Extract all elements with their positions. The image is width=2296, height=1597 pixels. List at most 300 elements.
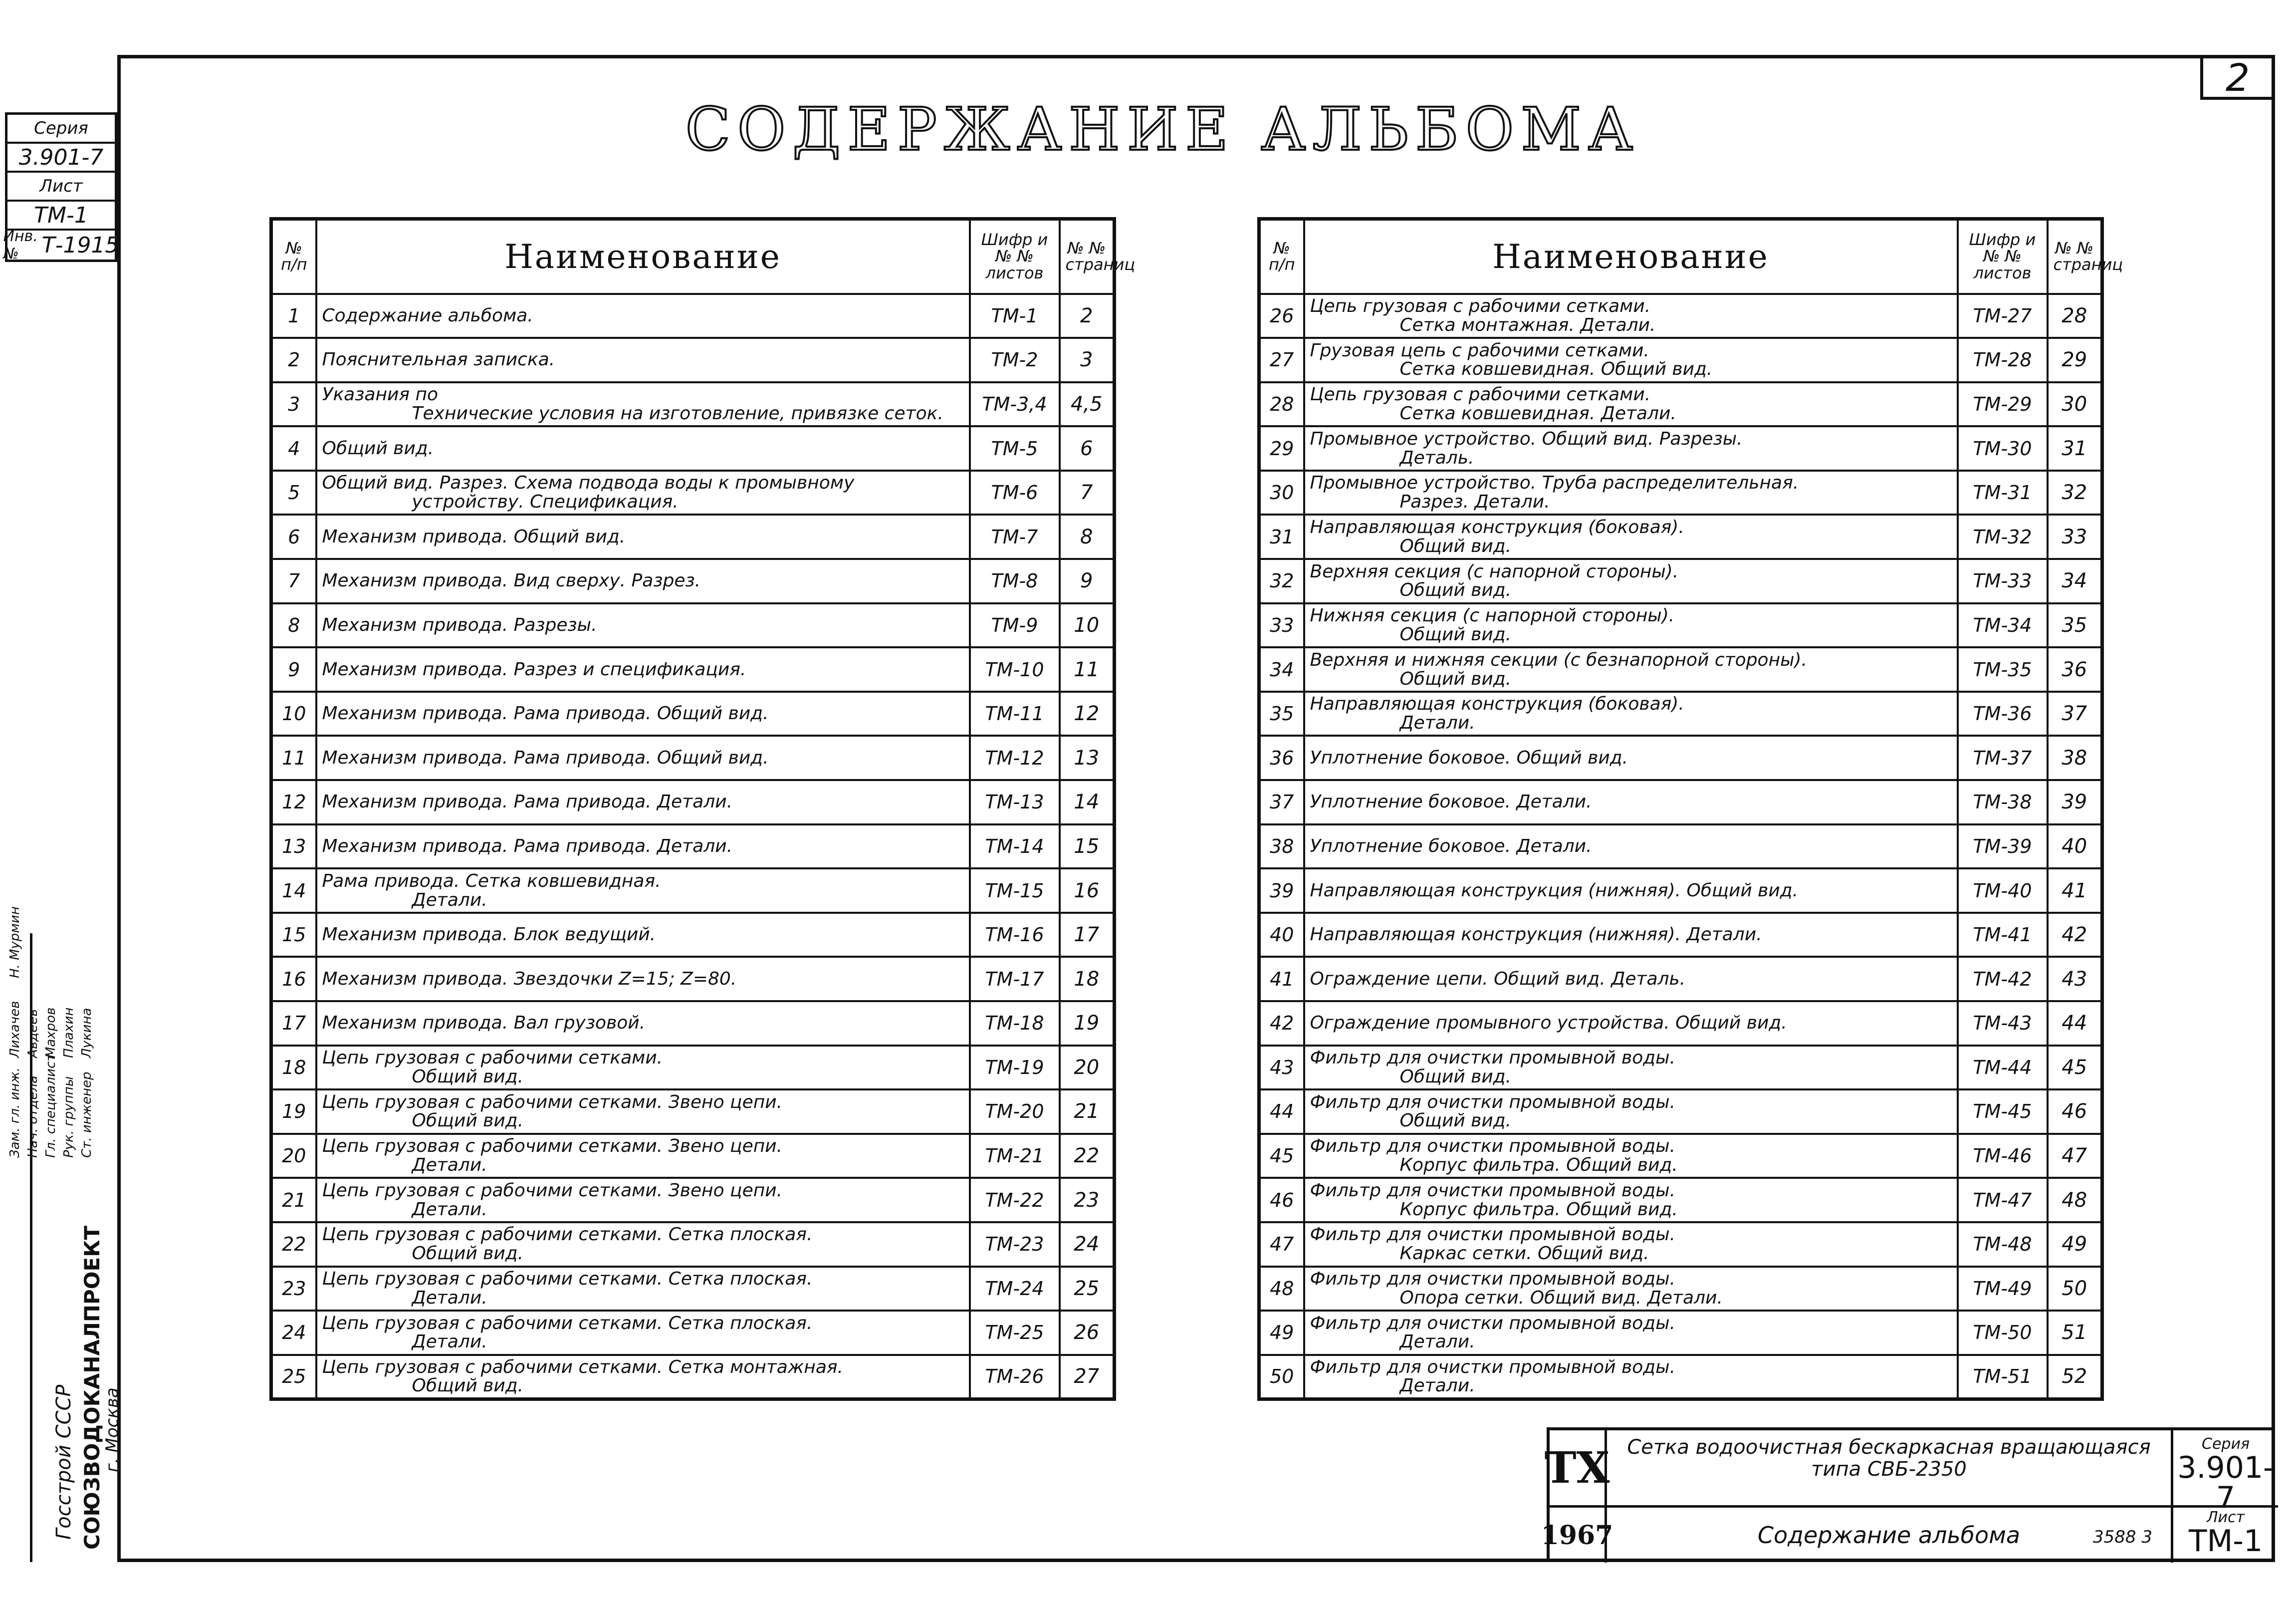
row-title: [316, 780, 970, 824]
row-page: 19: [1060, 1001, 1115, 1046]
description-line-2: типа СВБ-2350: [1811, 1458, 1967, 1481]
row-title-line-2: Общий вид.: [1399, 624, 1512, 645]
table-row: [271, 338, 1115, 382]
row-number: 3: [271, 382, 316, 427]
row-title-line-1: Механизм привода. Вид сверху. Разрез.: [322, 570, 701, 591]
table-row: [271, 780, 1115, 824]
row-title-line-1: Цепь грузовая с рабочими сетками.: [1310, 384, 1651, 405]
row-page: 22: [1060, 1134, 1115, 1178]
row-number: 47: [1259, 1222, 1304, 1267]
row-number: 35: [1259, 692, 1304, 736]
row-page: 10: [1060, 603, 1115, 648]
row-page: 32: [2048, 471, 2102, 515]
table-row: [271, 1267, 1115, 1311]
stamp-inv-label: Инв. №: [3, 228, 38, 263]
approval-role: Гл. специалист: [43, 1054, 58, 1158]
table-row: [1259, 647, 2102, 692]
table-row: [271, 1178, 1115, 1222]
table-row: [1259, 603, 2102, 648]
table-row: [1259, 1267, 2102, 1311]
title-block-series: [2171, 1430, 2278, 1515]
row-title: [1304, 1355, 1958, 1399]
row-title: [1304, 1267, 1958, 1311]
row-title-line-1: Цепь грузовая с рабочими сетками. Сетка плоская.: [322, 1224, 813, 1245]
row-title-line-2: Детали.: [412, 1287, 487, 1308]
row-title: [316, 1134, 970, 1178]
row-title-line-2: Детали.: [412, 889, 487, 910]
row-code: ТМ-19: [970, 1046, 1060, 1090]
row-page: 52: [2048, 1355, 2102, 1399]
row-code: ТМ-37: [1958, 736, 2048, 780]
table-row: [271, 868, 1115, 913]
row-page: 28: [2048, 294, 2102, 338]
row-page: 39: [2048, 780, 2102, 824]
row-title-line-2: Сетка монтажная. Детали.: [1399, 314, 1656, 335]
row-page: 8: [1060, 515, 1115, 559]
row-page: 47: [2048, 1134, 2102, 1178]
row-title-line-1: Промывное устройство. Труба распределительная.: [1310, 473, 1799, 494]
row-code: ТМ-45: [1958, 1089, 2048, 1134]
row-title-line-2: Общий вид.: [412, 1066, 524, 1087]
row-title-line-2: Детали.: [412, 1199, 487, 1220]
row-title: [316, 1089, 970, 1134]
row-title: [1304, 1134, 1958, 1178]
row-number: 25: [271, 1355, 316, 1399]
row-page: 2: [1060, 294, 1115, 338]
table-row: [271, 471, 1115, 515]
table-row: [1259, 1222, 2102, 1267]
row-code: ТМ-43: [1958, 1001, 2048, 1046]
table-row: [271, 1311, 1115, 1355]
row-number: 20: [271, 1134, 316, 1178]
stamp-series: 3.901-7: [7, 144, 115, 173]
header-name: Наименование: [316, 219, 970, 294]
row-code: ТМ-25: [970, 1311, 1060, 1355]
row-title-line-1: Цепь грузовая с рабочими сетками. Звено цепи.: [322, 1136, 783, 1157]
row-page: 18: [1060, 957, 1115, 1001]
row-title-line-2: Общий вид.: [1399, 668, 1512, 689]
approval-name: Лихачев: [7, 1001, 22, 1058]
row-page: 35: [2048, 603, 2102, 648]
stamp-sheet: ТМ-1: [7, 202, 115, 231]
row-number: 29: [1259, 426, 1304, 471]
row-title: [1304, 1001, 1958, 1046]
approval-name: Плахин: [61, 1007, 76, 1058]
title-block-year: 1967: [1550, 1508, 1607, 1563]
row-number: 43: [1259, 1046, 1304, 1090]
row-title-line-1: Ограждение цепи. Общий вид. Деталь.: [1310, 968, 1686, 989]
row-page: 11: [1060, 647, 1115, 692]
contents-rows-right: [1259, 294, 2102, 1399]
row-title-line-1: Нижняя секция (с напорной стороны).: [1310, 605, 1675, 626]
row-number: 30: [1259, 471, 1304, 515]
row-title-line-2: Детали.: [1399, 1331, 1475, 1352]
row-title-line-1: Общий вид. Разрез. Схема подвода воды к промывному: [322, 473, 855, 494]
row-code: ТМ-12: [970, 736, 1060, 780]
table-row: [271, 647, 1115, 692]
org-name-2: СОЮЗВОДОКАНАЛПРОЕКТ: [80, 1225, 104, 1550]
row-page: 48: [2048, 1178, 2102, 1222]
row-code: ТМ-50: [1958, 1311, 2048, 1355]
row-number: 28: [1259, 382, 1304, 427]
org-name-1: Госстрой СССР: [52, 1384, 75, 1540]
row-title: [1304, 913, 1958, 957]
row-code: ТМ-22: [970, 1178, 1060, 1222]
row-number: 50: [1259, 1355, 1304, 1399]
table-row: [1259, 780, 2102, 824]
row-title-line-2: устройству. Спецификация.: [412, 492, 679, 513]
row-page: 15: [1060, 824, 1115, 869]
row-number: 1: [271, 294, 316, 338]
row-page: 25: [1060, 1267, 1115, 1311]
row-page: 27: [1060, 1355, 1115, 1399]
row-number: 36: [1259, 736, 1304, 780]
row-title-line-2: Технические условия на изготовление, привязке сеток.: [412, 403, 943, 424]
row-code: ТМ-20: [970, 1089, 1060, 1134]
stamp-series-label: Серия: [7, 115, 115, 144]
row-number: 10: [271, 692, 316, 736]
approval-sidebar: [7, 906, 122, 1562]
row-title: [1304, 736, 1958, 780]
table-row: [271, 1355, 1115, 1399]
approval-name: Авдеев: [25, 1009, 40, 1058]
row-page: 13: [1060, 736, 1115, 780]
row-page: 26: [1060, 1311, 1115, 1355]
row-code: ТМ-15: [970, 868, 1060, 913]
row-title-line-1: Механизм привода. Рама привода. Детали.: [322, 792, 733, 812]
row-page: 20: [1060, 1046, 1115, 1090]
row-title: [316, 1355, 970, 1399]
header-pages: № № страниц: [2048, 219, 2102, 294]
row-title: [316, 382, 970, 427]
row-title-line-1: Направляющая конструкция (нижняя). Детали.: [1310, 924, 1762, 945]
row-title: [316, 692, 970, 736]
approval-role: Рук. группы: [61, 1076, 76, 1158]
row-number: 48: [1259, 1267, 1304, 1311]
row-code: ТМ-27: [1958, 294, 2048, 338]
row-code: ТМ-32: [1958, 515, 2048, 559]
contents-table-right: [1257, 217, 2123, 1401]
row-title-line-2: Разрез. Детали.: [1399, 492, 1550, 513]
row-code: ТМ-44: [1958, 1046, 2048, 1090]
row-number: 49: [1259, 1311, 1304, 1355]
approval-role: Зам. гл. инж.: [7, 1067, 22, 1158]
row-number: 13: [271, 824, 316, 869]
row-title: [316, 294, 970, 338]
row-title-line-1: Рама привода. Сетка ковшевидная.: [322, 870, 661, 891]
table-row: [1259, 1089, 2102, 1134]
row-title-line-1: Фильтр для очистки промывной воды.: [1310, 1091, 1676, 1112]
row-page: 29: [2048, 338, 2102, 382]
table-row: [1259, 1046, 2102, 1090]
header-num: № п/п: [271, 219, 316, 294]
row-page: 46: [2048, 1089, 2102, 1134]
row-title-line-1: Фильтр для очистки промывной воды.: [1310, 1356, 1676, 1377]
title-block: [1541, 1427, 2275, 1562]
title-block-description: [1607, 1430, 2171, 1508]
table-row: [271, 382, 1115, 427]
row-code: ТМ-42: [1958, 957, 2048, 1001]
row-title-line-1: Механизм привода. Рама привода. Общий вид.: [322, 747, 769, 768]
row-page: 30: [2048, 382, 2102, 427]
row-code: ТМ-17: [970, 957, 1060, 1001]
row-title-line-1: Фильтр для очистки промывной воды.: [1310, 1048, 1676, 1068]
row-code: ТМ-13: [970, 780, 1060, 824]
row-page: 49: [2048, 1222, 2102, 1267]
row-title-line-1: Механизм привода. Звездочки Z=15; Z=80.: [322, 968, 737, 989]
row-title-line-1: Цепь грузовая с рабочими сетками.: [322, 1048, 663, 1068]
row-page: 42: [2048, 913, 2102, 957]
row-page: 12: [1060, 692, 1115, 736]
row-code: ТМ-35: [1958, 647, 2048, 692]
row-number: 41: [1259, 957, 1304, 1001]
row-code: ТМ-2: [970, 338, 1060, 382]
row-title: [316, 1267, 970, 1311]
row-code: ТМ-7: [970, 515, 1060, 559]
row-code: ТМ-38: [1958, 780, 2048, 824]
table-row: [1259, 913, 2102, 957]
row-page: 45: [2048, 1046, 2102, 1090]
row-page: 6: [1060, 426, 1115, 471]
row-title: [1304, 426, 1958, 471]
table-row: [1259, 1355, 2102, 1399]
table-row: [271, 603, 1115, 648]
row-page: 43: [2048, 957, 2102, 1001]
row-title: [1304, 1311, 1958, 1355]
table-row: [1259, 1178, 2102, 1222]
row-title-line-2: Детали.: [412, 1155, 487, 1176]
row-title-line-1: Промывное устройство. Общий вид. Разрезы.: [1310, 428, 1743, 449]
row-page: 9: [1060, 559, 1115, 603]
row-number: 32: [1259, 559, 1304, 603]
row-number: 39: [1259, 868, 1304, 913]
row-title-line-1: Механизм привода. Разрез и спецификация.: [322, 659, 746, 680]
row-title-line-1: Механизм привода. Вал грузовой.: [322, 1013, 646, 1034]
stamp-inv: [3, 228, 119, 263]
table-row: [271, 824, 1115, 869]
row-code: ТМ-36: [1958, 692, 2048, 736]
approval-role: Нач. отдела: [25, 1075, 40, 1158]
table-row: [271, 957, 1115, 1001]
row-title: [316, 824, 970, 869]
row-title: [1304, 559, 1958, 603]
row-number: 19: [271, 1089, 316, 1134]
row-number: 18: [271, 1046, 316, 1090]
row-code: ТМ-5: [970, 426, 1060, 471]
row-code: ТМ-26: [970, 1355, 1060, 1399]
row-title-line-1: Механизм привода. Рама привода. Общий вид.: [322, 703, 769, 724]
row-title: [316, 515, 970, 559]
row-code: ТМ-1: [970, 294, 1060, 338]
row-title-line-1: Фильтр для очистки промывной воды.: [1310, 1269, 1676, 1290]
row-code: ТМ-39: [1958, 824, 2048, 869]
table-row: [271, 1046, 1115, 1090]
row-title: [1304, 1178, 1958, 1222]
stamp-inv-value: Т-1915: [41, 232, 119, 258]
row-title-line-2: Общий вид.: [412, 1243, 524, 1264]
row-code: ТМ-23: [970, 1222, 1060, 1267]
row-title-line-2: Общий вид.: [1399, 1110, 1512, 1131]
row-title: [316, 913, 970, 957]
row-title: [316, 559, 970, 603]
row-title: [316, 338, 970, 382]
archive-note: 3588 3: [2093, 1527, 2152, 1547]
row-code: ТМ-47: [1958, 1178, 2048, 1222]
table-row: [1259, 957, 2102, 1001]
row-title: [316, 1222, 970, 1267]
row-title: [316, 957, 970, 1001]
row-number: 27: [1259, 338, 1304, 382]
title-block-sheet: [2171, 1508, 2278, 1563]
row-title-line-1: Верхняя и нижняя секции (с безнапорной стороны).: [1310, 649, 1808, 670]
sheet-value: ТМ-1: [2188, 1524, 2263, 1559]
row-title: [1304, 647, 1958, 692]
row-title-line-2: Сетка ковшевидная. Общий вид.: [1399, 359, 1713, 380]
row-number: 15: [271, 913, 316, 957]
row-title-line-2: Детали.: [1399, 713, 1475, 734]
table-row: [271, 1222, 1115, 1267]
row-title: [316, 868, 970, 913]
row-title: [316, 736, 970, 780]
row-number: 40: [1259, 913, 1304, 957]
row-number: 44: [1259, 1089, 1304, 1134]
row-page: 40: [2048, 824, 2102, 869]
table-row: [1259, 1001, 2102, 1046]
row-code: ТМ-14: [970, 824, 1060, 869]
row-title-line-1: Пояснительная записка.: [322, 349, 555, 370]
row-page: 37: [2048, 692, 2102, 736]
row-title-line-1: Верхняя секция (с напорной стороны).: [1310, 561, 1679, 582]
row-code: ТМ-11: [970, 692, 1060, 736]
row-number: 34: [1259, 647, 1304, 692]
row-code: ТМ-24: [970, 1267, 1060, 1311]
row-number: 14: [271, 868, 316, 913]
row-title-line-1: Механизм привода. Общий вид.: [322, 526, 626, 547]
table-row: [1259, 471, 2102, 515]
row-page: 23: [1060, 1178, 1115, 1222]
row-title-line-1: Указания по: [322, 384, 439, 405]
row-title-line-1: Фильтр для очистки промывной воды.: [1310, 1313, 1676, 1333]
row-title: [1304, 780, 1958, 824]
row-title-line-1: Фильтр для очистки промывной воды.: [1310, 1224, 1676, 1245]
table-row: [1259, 692, 2102, 736]
table-row: [271, 515, 1115, 559]
row-title: [316, 647, 970, 692]
header-code: Шифр и № № листов: [1958, 219, 2048, 294]
row-code: ТМ-29: [1958, 382, 2048, 427]
row-code: ТМ-10: [970, 647, 1060, 692]
row-title-line-1: Фильтр для очистки промывной воды.: [1310, 1136, 1676, 1157]
row-number: 6: [271, 515, 316, 559]
row-code: ТМ-49: [1958, 1267, 2048, 1311]
corner-stamp: [5, 112, 117, 262]
table-row: [1259, 736, 2102, 780]
row-page: 21: [1060, 1089, 1115, 1134]
row-number: 2: [271, 338, 316, 382]
row-page: 34: [2048, 559, 2102, 603]
row-number: 17: [271, 1001, 316, 1046]
org-city: г. Москва: [102, 1387, 122, 1472]
row-title-line-1: Механизм привода. Блок ведущий.: [322, 924, 656, 945]
header-name: Наименование: [1304, 219, 1958, 294]
row-title-line-1: Цепь грузовая с рабочими сетками. Сетка плоская.: [322, 1269, 813, 1290]
header-num: № п/п: [1259, 219, 1304, 294]
row-page: 3: [1060, 338, 1115, 382]
table-row: [1259, 824, 2102, 869]
row-title-line-1: Направляющая конструкция (боковая).: [1310, 694, 1684, 715]
row-title-line-2: Корпус фильтра. Общий вид.: [1399, 1155, 1678, 1176]
row-number: 45: [1259, 1134, 1304, 1178]
row-page: 31: [2048, 426, 2102, 471]
table-row: [271, 736, 1115, 780]
approval-name: Махров: [43, 1007, 58, 1058]
row-page: 36: [2048, 647, 2102, 692]
sheet-label: Лист: [2206, 1509, 2245, 1526]
row-code: ТМ-18: [970, 1001, 1060, 1046]
row-title: [316, 471, 970, 515]
row-title: [1304, 692, 1958, 736]
row-title-line-2: Сетка ковшевидная. Детали.: [1399, 403, 1676, 424]
row-page: 24: [1060, 1222, 1115, 1267]
row-title-line-1: Направляющая конструкция (нижняя). Общий вид.: [1310, 880, 1799, 901]
row-page: 16: [1060, 868, 1115, 913]
row-number: 46: [1259, 1178, 1304, 1222]
row-title-line-1: Цепь грузовая с рабочими сетками. Звено цепи.: [322, 1091, 783, 1112]
header-code: Шифр и № № листов: [970, 219, 1060, 294]
row-title: [1304, 1089, 1958, 1134]
row-code: ТМ-34: [1958, 603, 2048, 648]
row-title-line-2: Общий вид.: [1399, 1066, 1512, 1087]
row-title: [316, 603, 970, 648]
row-title-line-1: Механизм привода. Разрезы.: [322, 615, 597, 636]
row-title: [316, 1046, 970, 1090]
row-title-line-1: Уплотнение боковое. Общий вид.: [1310, 747, 1628, 768]
row-title: [1304, 603, 1958, 648]
table-row: [1259, 382, 2102, 427]
row-title-line-2: Опора сетки. Общий вид. Детали.: [1399, 1287, 1723, 1308]
row-title-line-2: Корпус фильтра. Общий вид.: [1399, 1199, 1678, 1220]
header-pages: № № страниц: [1060, 219, 1115, 294]
table-row: [1259, 515, 2102, 559]
contents-rows-left: [271, 294, 1115, 1399]
description-line-1: Сетка водоочистная бескаркасная вращающаяся: [1627, 1436, 2151, 1459]
row-number: 4: [271, 426, 316, 471]
row-title: [1304, 471, 1958, 515]
row-page: 44: [2048, 1001, 2102, 1046]
stamp-sheet-label: Лист: [7, 173, 115, 202]
row-title: [1304, 824, 1958, 869]
row-number: 24: [271, 1311, 316, 1355]
table-row: [1259, 294, 2102, 338]
page-title: СОДЕРЖАНИЕ АЛЬБОМА: [685, 95, 1640, 164]
row-page: 51: [2048, 1311, 2102, 1355]
row-page: 38: [2048, 736, 2102, 780]
title-block-code: ТХ: [1550, 1430, 1607, 1508]
row-title-line-1: Фильтр для очистки промывной воды.: [1310, 1180, 1676, 1201]
row-page: 17: [1060, 913, 1115, 957]
row-title-line-2: Детали.: [1399, 1375, 1475, 1396]
series-value: 3.901-7: [2177, 1450, 2274, 1515]
row-code: ТМ-46: [1958, 1134, 2048, 1178]
row-number: 37: [1259, 780, 1304, 824]
row-title: [1304, 868, 1958, 913]
row-title-line-1: Механизм привода. Рама привода. Детали.: [322, 836, 733, 857]
row-title: [316, 426, 970, 471]
row-title-line-1: Содержание альбома.: [322, 305, 533, 326]
row-code: ТМ-6: [970, 471, 1060, 515]
table-row: [271, 426, 1115, 471]
row-number: 16: [271, 957, 316, 1001]
